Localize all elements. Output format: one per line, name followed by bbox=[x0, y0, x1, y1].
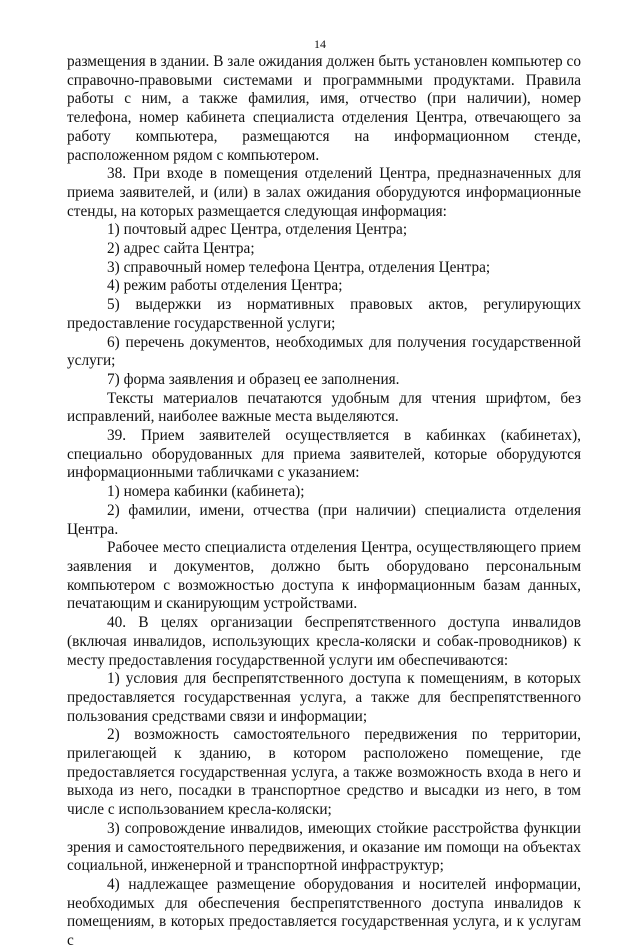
paragraph-continuation: размещения в здании. В зале ожидания должен быть установлен компьютер со справочно-правовыми системами и программными продуктами. Правила работы с ним, а также фамилия, имя, отчество (при наличии), номер телефона, номер кабинета специалиста отделения Центра, отвечающего за работу компьютера, размещаются на информационном стенде, расположенном рядом с компьютером. bbox=[67, 53, 581, 164]
paragraph: 1) условия для беспрепятственного доступа к помещениям, в которых предоставляется государственная услуга, а также для беспрепятственного пользования средствами связи и информации; bbox=[67, 670, 581, 725]
paragraph: 1) номера кабинки (кабинета); bbox=[107, 483, 305, 501]
page-body-text bbox=[67, 53, 581, 951]
paragraph: 39. Прием заявителей осуществляется в кабинках (кабинетах), специально оборудованных для приема заявителей, которые оборудуются информационными табличками с указанием: bbox=[67, 427, 581, 482]
paragraph: 38. При входе в помещения отделений Центра, предназначенных для приема заявителей, и (или) в залах ожидания оборудуются информационные стенды, на которых размещается следующая информация: bbox=[67, 165, 581, 220]
paragraph: 1) почтовый адрес Центра, отделения Центра; bbox=[107, 221, 408, 239]
paragraph: 5) выдержки из нормативных правовых актов, регулирующих предоставление государственной услуги; bbox=[67, 296, 581, 332]
paragraph: Тексты материалов печатаются удобным для чтения шрифтом, без исправлений, наиболее важные места выделяются. bbox=[67, 389, 581, 426]
paragraph: 40. В целях организации беспрепятственного доступа инвалидов (включая инвалидов, использующих кресла-коляски и собак-проводников) к месту предоставления государственной услуги им обеспечиваются: bbox=[67, 614, 581, 669]
paragraph: 4) режим работы отделения Центра; bbox=[107, 277, 343, 295]
paragraph: 4) надлежащее размещение оборудования и носителей информации, необходимых для обеспечения беспрепятственного доступа инвалидов к помещениям, в которых предоставляется государственная услуга, и к услугам с bbox=[67, 875, 581, 950]
paragraph: 7) форма заявления и образец ее заполнения. bbox=[107, 370, 400, 388]
page-number: 14 bbox=[314, 37, 326, 51]
paragraph: 2) фамилии, имени, отчества (при наличии) специалиста отделения Центра. bbox=[67, 501, 581, 538]
paragraph: 2) возможность самостоятельного передвижения по территории, прилегающей к зданию, в котором расположено помещение, где предоставляется государственная услуга, а также возможность входа в него и выхода из него, посадки в транспортное средство и высадки из него, в том числе с использованием кресла-коляски; bbox=[67, 726, 581, 819]
paragraph: 6) перечень документов, необходимых для получения государственной услуги; bbox=[67, 333, 581, 370]
paragraph: 3) сопровождение инвалидов, имеющих стойкие расстройства функции зрения и самостоятельного передвижения, и оказание им помощи на объектах социальной, инженерной и транспортной инфраструктур; bbox=[67, 819, 581, 875]
paragraph: Рабочее место специалиста отделения Центра, осуществляющего прием заявления и документов, должно быть оборудовано персональным компьютером с возможностью доступа к информационным базам данных, печатающим и сканирующим устройствами. bbox=[67, 539, 581, 613]
paragraph: 2) адрес сайта Центра; bbox=[107, 240, 255, 258]
paragraph: 3) справочный номер телефона Центра, отделения Центра; bbox=[107, 258, 491, 276]
